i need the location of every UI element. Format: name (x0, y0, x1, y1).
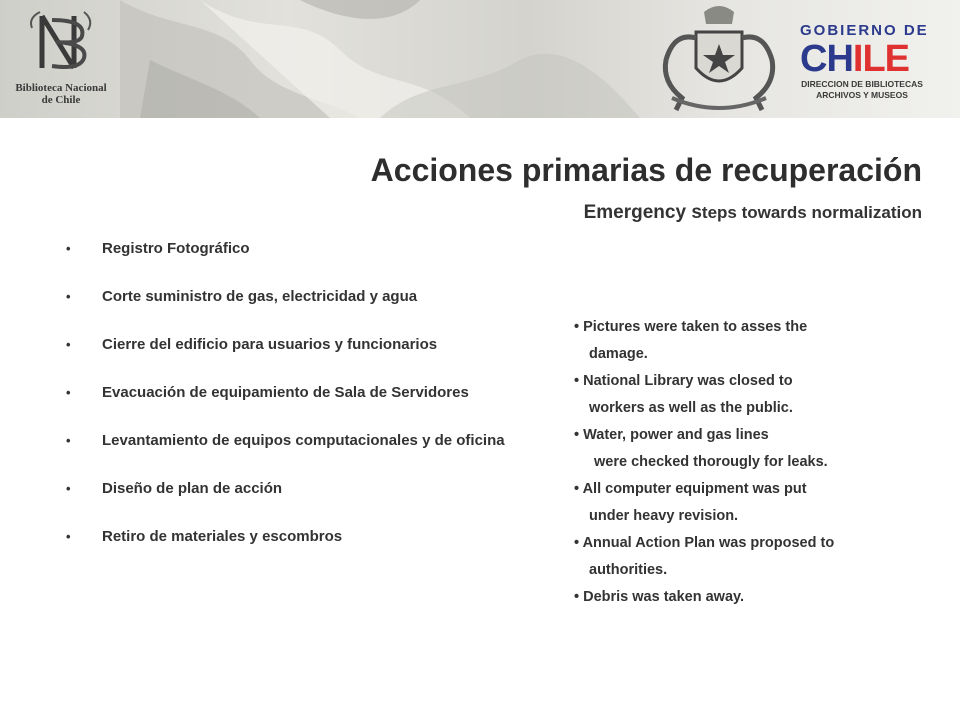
slide-subtitle (584, 202, 922, 224)
english-line: • Annual Action Plan was proposed to (574, 535, 835, 551)
gov-label: GOBIERNO DE (800, 22, 929, 39)
spanish-item-text: Corte suministro de gas, electricidad y agua (102, 288, 418, 305)
spanish-item (66, 528, 536, 546)
spanish-item-text: Retiro de materiales y escombros (102, 528, 343, 545)
english-line: • Debris was taken away. (574, 589, 745, 605)
gov-chile-part2: ILE (852, 38, 910, 80)
chile-coat-of-arms-icon (652, 2, 786, 116)
english-line: • National Library was closed to (574, 373, 793, 389)
english-line: • Pictures were taken to asses the (574, 319, 808, 335)
spanish-item-text: Registro Fotográfico (102, 240, 250, 257)
bullet-icon: • (66, 433, 71, 448)
bullet-icon: • (66, 241, 71, 256)
spanish-item-text: Cierre del edificio para usuarios y funcionarios (102, 336, 438, 353)
slide-title: Acciones primarias de recuperación (370, 152, 922, 188)
library-name-line2: de Chile (41, 94, 81, 106)
spanish-item-text: Diseño de plan de acción (102, 480, 283, 497)
gov-chile-word (800, 40, 930, 78)
subtitle-part1: Emergency s (583, 202, 702, 223)
library-name-line1: Biblioteca Nacional (15, 82, 107, 94)
bullet-icon: • (66, 337, 71, 352)
gov-chile-part1: CH (800, 38, 853, 80)
bullet-icon: • (66, 289, 71, 304)
english-line: • All computer equipment was put (574, 481, 807, 497)
library-logo (6, 8, 116, 112)
subtitle-part2: teps towards normalization (701, 203, 922, 222)
spanish-item (66, 288, 536, 306)
spanish-action-list (66, 240, 536, 546)
gov-department-line2: ARCHIVOS Y MUSEOS (816, 90, 908, 100)
bullet-icon: • (66, 529, 71, 544)
english-line: authorities. (589, 562, 668, 578)
spanish-item-text: Evacuación de equipamiento de Sala de Servidores (102, 384, 469, 401)
library-name (6, 82, 116, 106)
bn-monogram-icon (26, 8, 96, 76)
government-logo (800, 22, 930, 101)
english-line: • Water, power and gas lines (574, 427, 769, 443)
header-banner (0, 0, 960, 118)
spanish-item (66, 336, 536, 354)
spanish-item (66, 480, 536, 498)
english-line: damage. (589, 346, 648, 362)
gov-department (800, 79, 924, 101)
bullet-icon: • (66, 481, 71, 496)
english-line: workers as well as the public. (589, 400, 793, 416)
spanish-item (66, 432, 536, 450)
english-action-list (574, 314, 904, 611)
spanish-item (66, 384, 536, 402)
gov-department-line1: DIRECCION DE BIBLIOTECAS (801, 79, 923, 89)
english-line: were checked thorougly for leaks. (594, 454, 828, 470)
english-line: under heavy revision. (589, 508, 739, 524)
bullet-icon: • (66, 385, 71, 400)
spanish-item (66, 240, 536, 258)
spanish-item-text: Levantamiento de equipos computacionales y de oficina (102, 432, 505, 449)
